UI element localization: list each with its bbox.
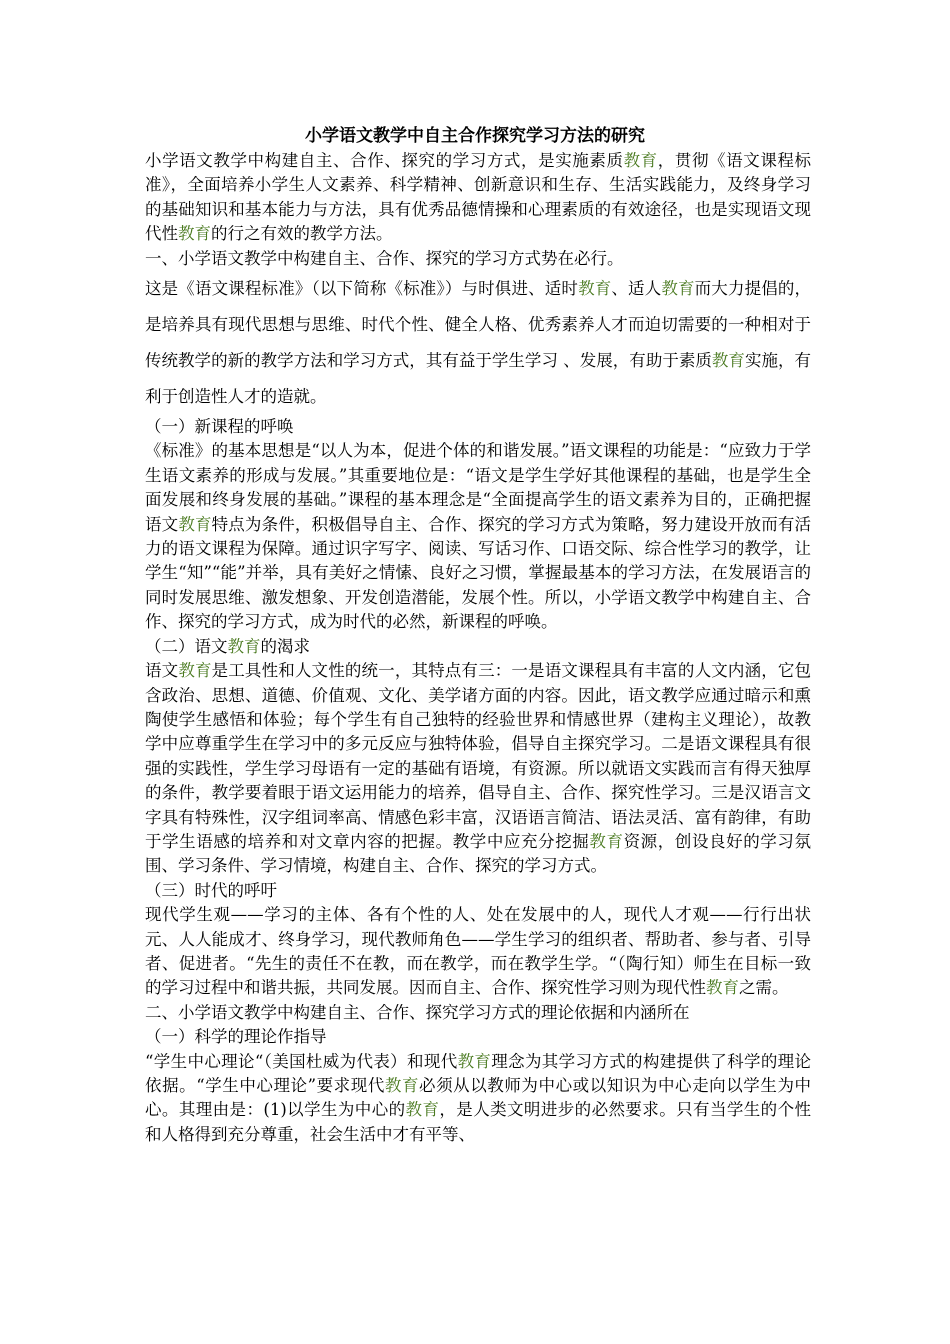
keyword-link[interactable]: 教育 [178,661,212,681]
text-run: 之需。 [739,978,789,998]
keyword-link[interactable]: 教育 [578,279,612,299]
text-run: ，贯彻《语文课程标准》，全面培养小学生人文素养、科学精神、创新意识和生存、生活实践能力，及终身学习的基础知识和基本能力与方法，具有优秀品德情操和心理素质的有效途径，也是实现语文现代性 [145,151,812,244]
text-run: 现代学生观——学习的主体、各有个性的人、处在发展中的人，现代人才观——行行出状元、人人能成才、终身学习，现代教师角色——学生学习的组织者、帮助者、参与者、引导者、促进者。“先生的责任不在教，而在教学，而在教学生学。“（陶行知）师生在目标一致的学习过程中和谐共振，共同发展。因而自主、合作、探究性学习则为现代性 [145,905,811,998]
text-run: 的行之有效的教学方法。 [211,224,393,244]
paragraph [145,271,811,415]
text-run: 的渴求 [260,636,310,656]
text-run: （三）时代的呼吁 [145,880,277,900]
text-run: 一、小学语文教学中构建自主、合作、探究的学习方式势在必行。 [145,248,624,268]
keyword-link[interactable]: 教育 [405,1100,440,1120]
section-heading [145,247,811,271]
section-heading [145,415,811,439]
paragraph [145,1050,811,1148]
text-run: 语文 [145,661,179,681]
paragraph [145,659,811,879]
section-heading [145,879,811,903]
text-run: 二、小学语文教学中构建自主、合作、探究学习方式的理论依据和内涵所在 [145,1002,690,1022]
section-heading [145,1025,811,1049]
paragraph [145,149,811,247]
keyword-link[interactable]: 教育 [661,279,695,299]
keyword-link[interactable]: 教育 [384,1076,420,1095]
paragraph [145,439,811,634]
text-run: 、适人 [611,279,662,299]
keyword-link[interactable]: 教育 [623,151,658,170]
text-run: 特点为条件，积极倡导自主、合作、探究的学习方式为策略，努力建设开放而有活力的语文课程为保障。通过识字写字、阅读、写话习作、口语交际、综合性学习的教学，让学生“知”“能”并举，具有美好之情愫、良好之习惯，掌握最基本的学习方法，在发展语言的同时发展思维、激发想象、开发创造潜能，发展个性。所以，小学语文教学中构建自主、合作、探究的学习方式，成为时代的必然，新课程的呼唤。 [145,514,812,632]
text-run: ，是人类文明进步的必然要求。只有当学生的个性和人格得到充分尊重，社会生活中才有平等、 [145,1100,812,1144]
text-run: 实施，有利于创造性人才的造就。 [145,351,812,407]
document-body [145,149,811,1147]
text-run: “学生中心理论“（美国杜威为代表）和现代 [145,1051,458,1071]
keyword-link[interactable]: 教育 [711,351,745,371]
document-title: 小学语文教学中自主合作探究学习方法的研究 [305,126,645,146]
section-heading [145,1001,811,1025]
text-run: 《标准》的基本思想是“以人为本，促进个体的和谐发展。”语文课程的功能是：“应致力于学生语文素养的形成与发展。”其重要地位是：“语文是学生学好其他课程的基础，也是学生全面发展和终身发展的基础。”课程的基本理念是“全面提高学生的语文素养为目的，正确把握语文 [145,441,811,534]
keyword-link[interactable]: 教育 [178,224,211,244]
text-run: 必须从以教师为中心或以知识为中心走向以学生为中心。其理由是：(1)以学生为中心的 [145,1076,812,1120]
keyword-link[interactable]: 教育 [227,636,261,656]
text-run: 小学语文教学中构建自主、合作、探究的学习方式，是实施素质 [145,151,624,170]
text-run: （一）新课程的呼唤 [145,417,294,437]
text-run: 理念为其学习方式的构建提供了科学的理论依据。“学生中心理论”要求现代 [145,1051,812,1095]
text-run: 是工具性和人文性的统一，其特点有三：一是语文课程具有丰富的人文内涵，它包含政治、思想、道德、价值观、文化、美学诸方面的内容。因此，语文教学应通过暗示和熏陶使学生感悟和体验；每个学生有自己独特的经验世界和情感世界（建构主义理论），故教学中应尊重学生在学习中的多元反应与独特体验，倡导自主探究学习。二是语文课程具有很强的实践性，学生学习母语有一定的基础有语境，有资源。所以就语文实践而言有得天独厚的条件，教学要着眼于语文运用能力的培养，倡导自主、合作、探究性学习。三是汉语言文字具有特殊性，汉字组词率高、情感色彩丰富，汉语语言简洁、语法灵活、富有韵律，有助于学生语感的培养和对文章内容的把握。教学中应充分挖掘 [145,661,812,851]
section-heading [145,635,811,659]
text-run: 资源，创设良好的学习氛围、学习条件、学习情境，构建自主、合作、探究的学习方式。 [145,831,812,876]
keyword-link[interactable]: 教育 [589,831,624,851]
text-run: 这是《语文课程标准》（以下简称《标准》）与时俱进、适时 [145,279,579,299]
text-run: （二）语文 [145,636,228,656]
paragraph [145,903,811,1001]
keyword-link[interactable]: 教育 [457,1051,492,1071]
text-run: 而大力提倡的，是培养具有现代思想与思维、时代个性、健全人格、优秀素养人才而迫切需要的一种相对于传统教学的新的教学方法和学习方式，其有益于学生学习 、发展，有助于素质 [145,279,812,371]
text-run: （一）科学的理论作指导 [145,1027,327,1047]
keyword-link[interactable]: 教育 [706,978,739,998]
keyword-link[interactable]: 教育 [178,514,212,534]
